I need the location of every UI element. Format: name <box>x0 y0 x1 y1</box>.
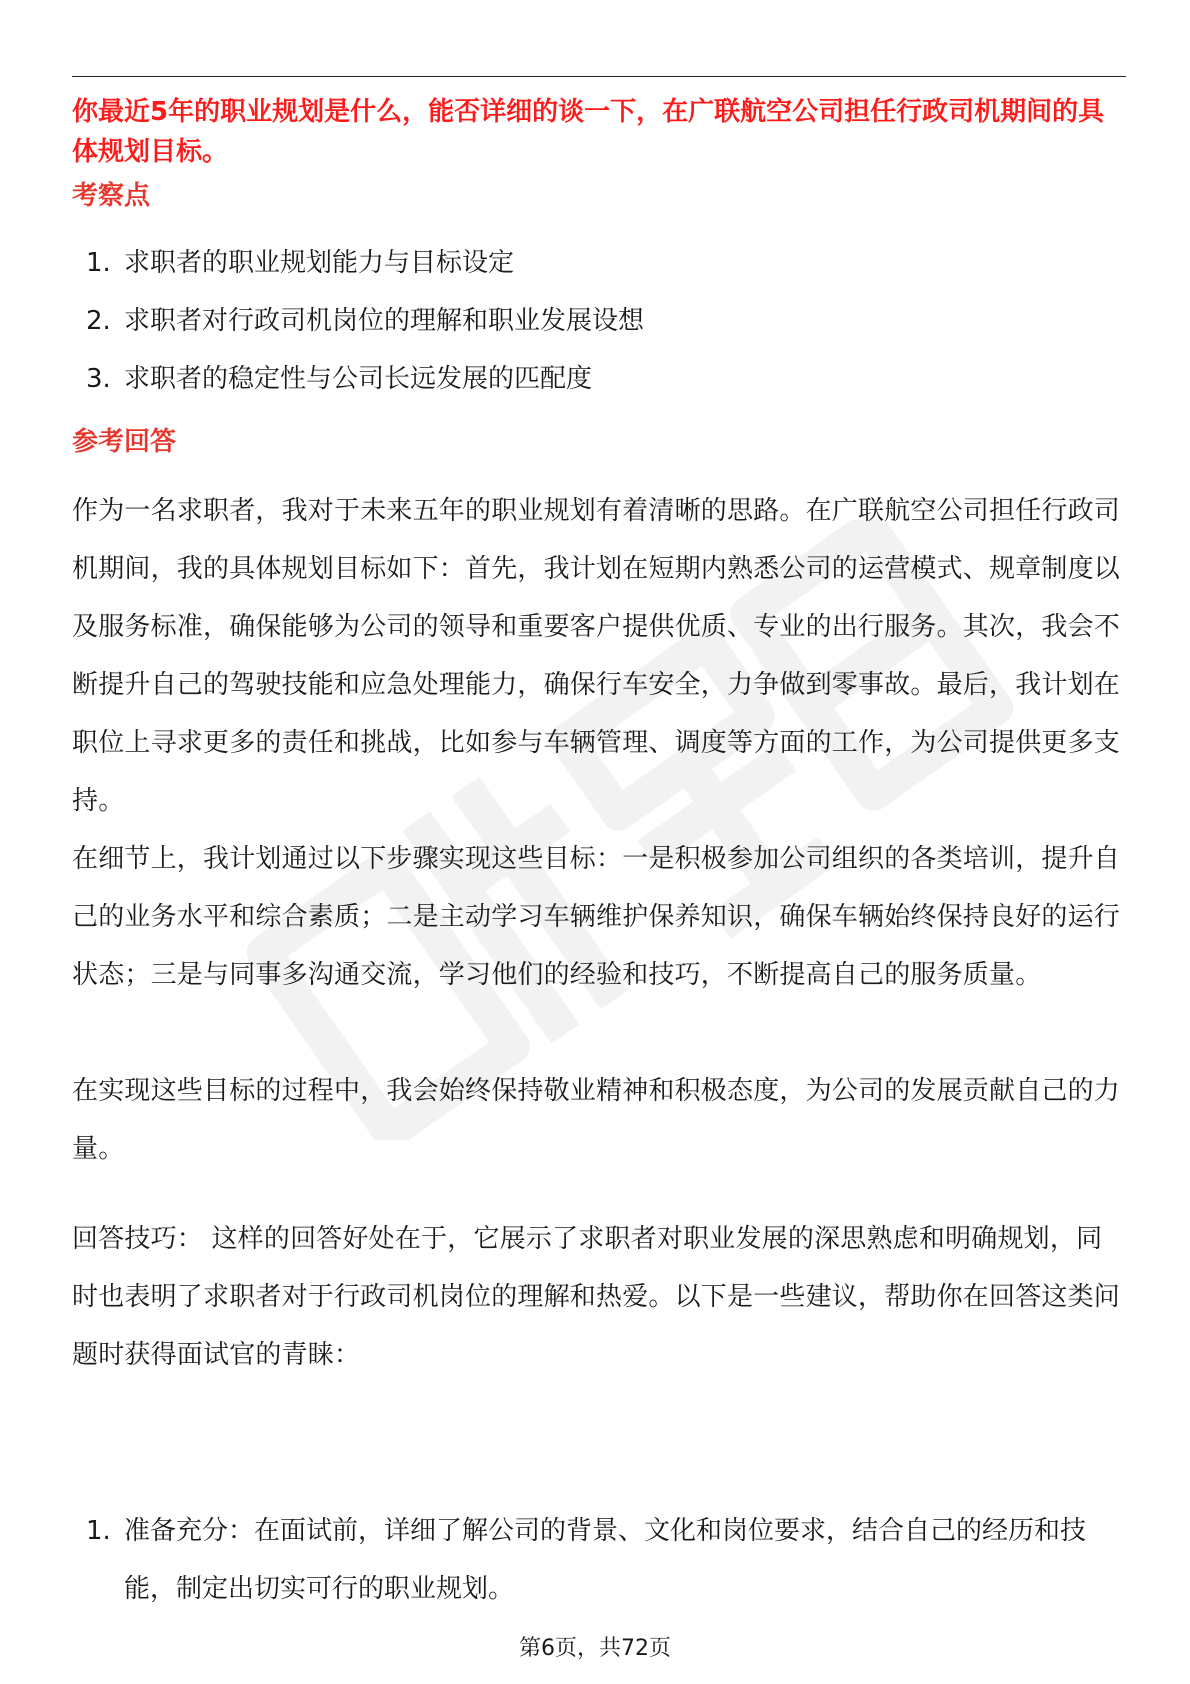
list-item-text: 求职者的职业规划能力与目标设定 <box>124 248 515 278</box>
answer-paragraph: 作为一名求职者，我对于未来五年的职业规划有着清晰的思路。在广联航空公司担任行政司机期间，我的具体规划目标如下：首先，我计划在短期内熟悉公司的运营模式、规章制度以及服务标准，确保能够为公司的领导和重要客户提供优质、专业的出行服务。其次，我会不断提升自己的驾驶技能和应急处理能力，确保行车安全，力争做到零事故。最后，我计划在职位上寻求更多的责任和挑战，比如参与车辆管理、调度等方面的工作，为公司提供更多支持。 <box>72 496 1121 816</box>
list-item <box>72 350 1128 408</box>
reference-answer-heading: 参考回答 <box>72 427 177 457</box>
top-rule <box>72 76 1126 77</box>
list-number: 1. <box>86 248 111 278</box>
list-item-text: 准备充分：在面试前，详细了解公司的背景、文化和岗位要求，结合自己的经历和技能，制定出切实可行的职业规划。 <box>124 1516 1087 1604</box>
list-item <box>72 292 1128 350</box>
answer-paragraph: 在细节上，我计划通过以下步骤实现这些目标：一是积极参加公司组织的各类培训，提升自己的业务水平和综合素质；二是主动学习车辆维护保养知识，确保车辆始终保持良好的运行状态；三是与同事多沟通交流，学习他们的经验和技巧，不断提高自己的服务质量。 <box>72 844 1121 990</box>
list-number: 2. <box>86 306 111 336</box>
list-item-text: 求职者对行政司机岗位的理解和职业发展设想 <box>124 306 645 336</box>
list-item-text: 求职者的稳定性与公司长远发展的匹配度 <box>124 364 593 394</box>
question-title: 你最近5年的职业规划是什么，能否详细的谈一下，在广联航空公司担任行政司机期间的具体规划目标。 <box>72 97 1105 167</box>
page-number-footer: 第6页，共72页 <box>519 1636 671 1661</box>
examination-points-heading: 考察点 <box>72 181 151 211</box>
examination-points-list <box>72 234 1128 408</box>
list-number: 1. <box>86 1516 111 1546</box>
list-item <box>72 1502 1128 1618</box>
list-number: 3. <box>86 364 111 394</box>
list-item <box>72 234 1128 292</box>
answer-paragraph: 在实现这些目标的过程中，我会始终保持敬业精神和积极态度，为公司的发展贡献自己的力量。 <box>72 1076 1121 1164</box>
tips-list <box>72 1502 1128 1618</box>
answer-tips-paragraph: 回答技巧： 这样的回答好处在于，它展示了求职者对职业发展的深思熟虑和明确规划，同时也表明了求职者对于行政司机岗位的理解和热爱。以下是一些建议，帮助你在回答这类问题时获得面试官的青睐： <box>72 1224 1121 1370</box>
